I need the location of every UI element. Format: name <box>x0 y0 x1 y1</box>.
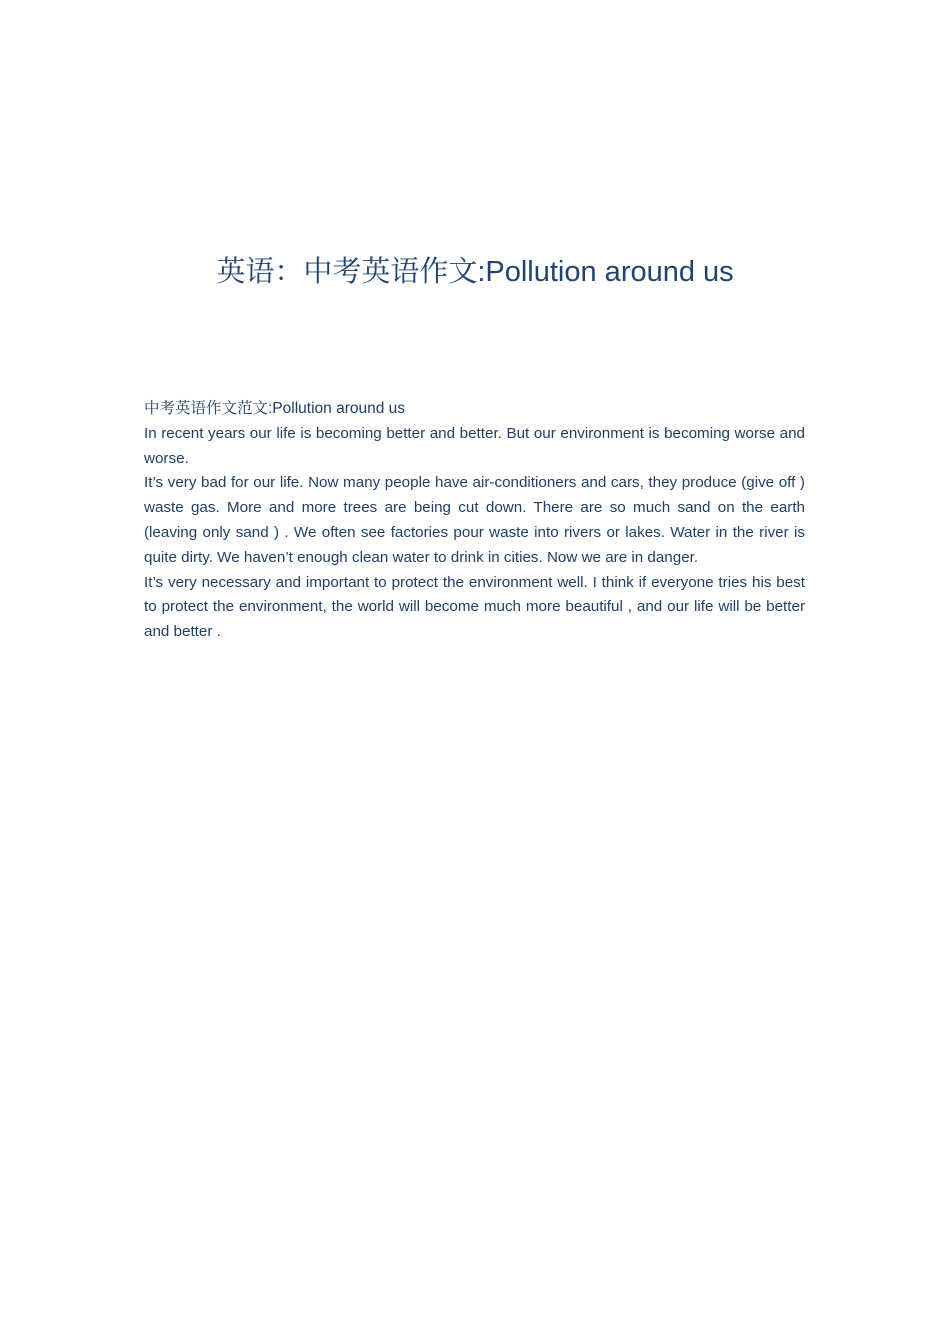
paragraph-3: It’s very necessary and important to protect the environment well. I think if everyone tries his best to protect the environment, the world will become much more beautiful , and our life will be better and better . <box>144 573 805 641</box>
paragraph-2: It’s very bad for our life. Now many people have air-conditioners and cars, they produce (give off ) waste gas. More and more trees are being cut down. There are so much sand on the earth (leaving only sand ) . We often see factories pour waste into rivers or lakes. Water in the river is quite dirty. We haven’t enough clean water to drink in cities. Now we are in danger. <box>144 474 805 566</box>
document-title: 英语：中考英语作文:Pollution around us <box>216 256 734 288</box>
document-body <box>144 397 805 645</box>
essay-subheading: 中考英语作文范文:Pollution around us <box>144 400 406 417</box>
paragraph-1: In recent years our life is becoming better and better. But our environment is becoming worse and worse. <box>144 424 805 467</box>
